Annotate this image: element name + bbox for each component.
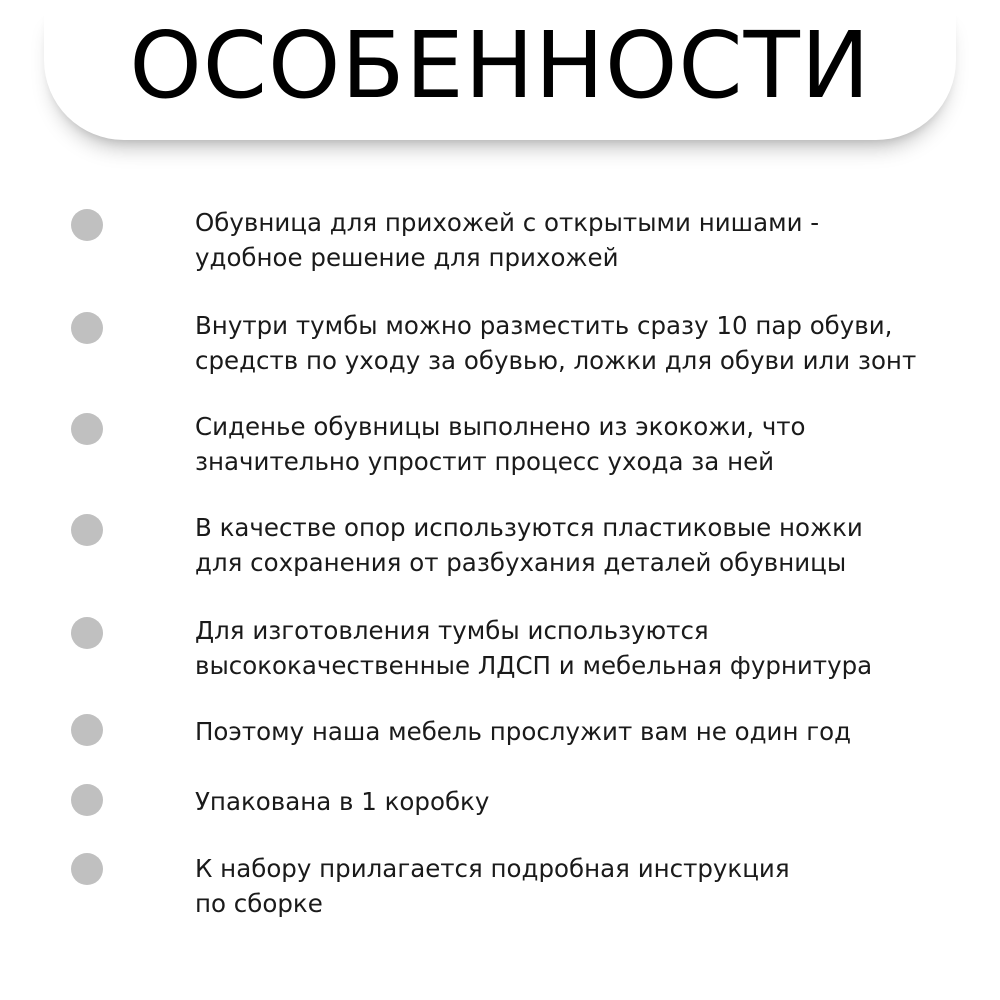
bullet-dot-icon [71, 312, 103, 344]
bullet-dot-icon [71, 209, 103, 241]
feature-text: В качестве опор используются пластиковые ножки для сохранения от разбухания деталей обувницы [195, 513, 863, 577]
feature-text: Поэтому наша мебель прослужит вам не один год [195, 717, 852, 746]
feature-text: Для изготовления тумбы используются высококачественные ЛДСП и мебельная фурнитура [195, 616, 873, 680]
feature-text: Упакована в 1 коробку [195, 787, 490, 816]
bullet-dot-icon [71, 413, 103, 445]
bullet-dot-icon [71, 714, 103, 746]
bullet-dot-icon [71, 617, 103, 649]
bullet-dot-icon [71, 853, 103, 885]
bullet-dot-icon [71, 784, 103, 816]
bullet-dot-icon [71, 514, 103, 546]
page-title: ОСОБЕННОСТИ [129, 12, 871, 119]
feature-text: К набору прилагается подробная инструкция по сборке [195, 854, 790, 918]
feature-text: Внутри тумбы можно разместить сразу 10 пар обуви, средств по уходу за обувью, ложки для обуви или зонт [195, 311, 917, 375]
feature-text: Сиденье обувницы выполнено из экокожи, что значительно упростит процесс ухода за ней [195, 412, 806, 476]
feature-text: Обувница для прихожей с открытыми нишами - удобное решение для прихожей [195, 208, 820, 272]
